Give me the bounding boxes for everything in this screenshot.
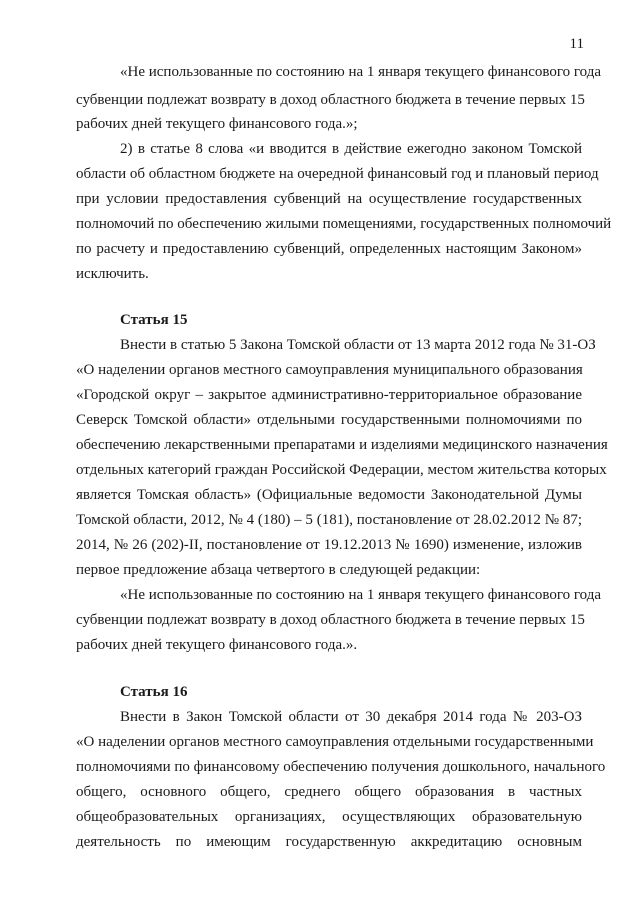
text-line: по расчету и предоставлению субвенций, определенных настоящим Законом» xyxy=(76,241,582,257)
text-line: «Не использованные по состоянию на 1 января текущего финансового года xyxy=(120,587,602,603)
text-line: является Томская область» (Официальные ведомости Законодательной Думы xyxy=(76,487,582,503)
text-line: Северск Томской области» отдельными государственными полномочиями по xyxy=(76,412,582,428)
text-line: «Не использованные по состоянию на 1 января текущего финансового года xyxy=(120,64,602,80)
section-heading: Статья 15 xyxy=(120,312,188,328)
text-line: первое предложение абзаца четвертого в следующей редакции: xyxy=(76,562,481,578)
section-heading: Статья 16 xyxy=(120,684,188,700)
text-line: «О наделении органов местного самоуправления муниципального образования xyxy=(76,362,583,378)
text-line: Томской области, 2012, № 4 (180) – 5 (181), постановление от 28.02.2012 № 87; xyxy=(76,512,582,528)
text-line: при условии предоставления субвенций на осуществление государственных xyxy=(76,191,582,207)
text-line: обеспечению лекарственными препаратами и изделиями медицинского назначения xyxy=(76,437,608,453)
text-line: области об областном бюджете на очередной финансовый год и плановый период xyxy=(76,166,599,182)
text-line: Внести в статью 5 Закона Томской области от 13 марта 2012 года № 31-ОЗ xyxy=(120,337,596,353)
text-line: «О наделении органов местного самоуправления отдельными государственными xyxy=(76,734,594,750)
text-line: Внести в Закон Томской области от 30 декабря 2014 года № 203-ОЗ xyxy=(120,709,582,725)
text-line: общего, основного общего, среднего общего образования в частных xyxy=(76,784,582,800)
text-line: рабочих дней текущего финансового года.». xyxy=(76,637,358,653)
text-line: общеобразовательных организациях, осуществляющих образовательную xyxy=(76,809,582,825)
text-line: «Городской округ – закрытое административно-территориальное образование xyxy=(76,387,582,403)
text-line: рабочих дней текущего финансового года.»; xyxy=(76,116,358,132)
text-line: исключить. xyxy=(76,266,149,282)
text-line: деятельность по имеющим государственную аккредитацию основным xyxy=(76,834,582,850)
text-line: отдельных категорий граждан Российской Федерации, местом жительства которых xyxy=(76,462,607,478)
text-line: субвенции подлежат возврату в доход областного бюджета в течение первых 15 xyxy=(76,92,585,108)
text-line: субвенции подлежат возврату в доход областного бюджета в течение первых 15 xyxy=(76,612,585,628)
text-line: полномочий по обеспечению жилыми помещениями, государственных полномочий xyxy=(76,216,612,232)
text-line: 2014, № 26 (202)-II, постановление от 19.12.2013 № 1690) изменение, изложив xyxy=(76,537,582,553)
text-line: 2) в статье 8 слова «и вводится в действие ежегодно законом Томской xyxy=(120,141,582,157)
page-number: 11 xyxy=(569,36,584,52)
text-line: полномочиями по финансовому обеспечению получения дошкольного, начального xyxy=(76,759,606,775)
